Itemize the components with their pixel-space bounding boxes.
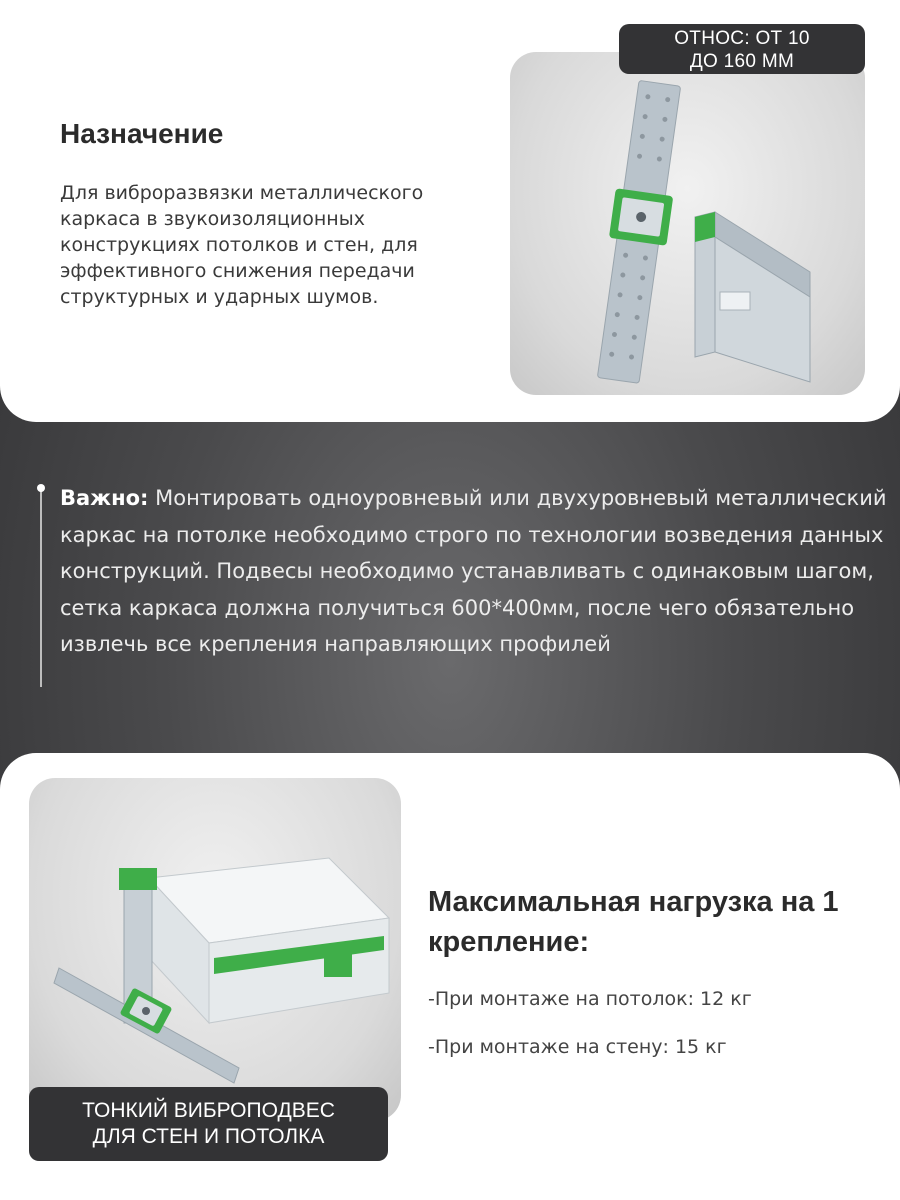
max-load-title: Максимальная нагрузка на 1 крепление: <box>428 886 839 958</box>
product-badge-line2: ДЛЯ СТЕН И ПОТОЛКА <box>92 1125 325 1148</box>
important-note <box>60 480 890 663</box>
offset-badge <box>619 24 865 74</box>
note-divider <box>40 487 42 687</box>
purpose-title: Назначение <box>60 118 224 149</box>
note-bullet <box>37 484 45 492</box>
offset-badge-line1: ОТНОС: ОТ 10 <box>674 28 810 49</box>
product-photo-hangers <box>510 52 865 395</box>
load-item-ceiling: -При монтаже на потолок: 12 кг <box>428 988 752 1010</box>
box-illustration <box>29 778 401 1121</box>
purpose-text: Для виброразвязки металлического каркаса в звукоизоляционных конструкциях потолков и стен, для эффективного снижения передачи структурных и ударных шумов. <box>60 182 424 308</box>
important-text: Монтировать одноуровневый или двухуровневый металлический каркас на потолке необходимо строго по технологии возведения данных конструкций. Подвесы необходимо устанавливать с одинаковым шагом, сетка каркаса должна получиться 600*400мм, после чего обязательно извлечь все крепления направляющих профилей <box>60 486 887 656</box>
hanger-illustration <box>510 52 865 395</box>
product-badge <box>29 1087 388 1161</box>
offset-badge-line2: ДО 160 ММ <box>689 51 795 72</box>
product-badge-line1: ТОНКИЙ ВИБРОПОДВЕС <box>82 1099 335 1122</box>
load-item-wall: -При монтаже на стену: 15 кг <box>428 1036 727 1058</box>
important-label: Важно: <box>60 486 149 510</box>
product-photo-box <box>29 778 401 1121</box>
